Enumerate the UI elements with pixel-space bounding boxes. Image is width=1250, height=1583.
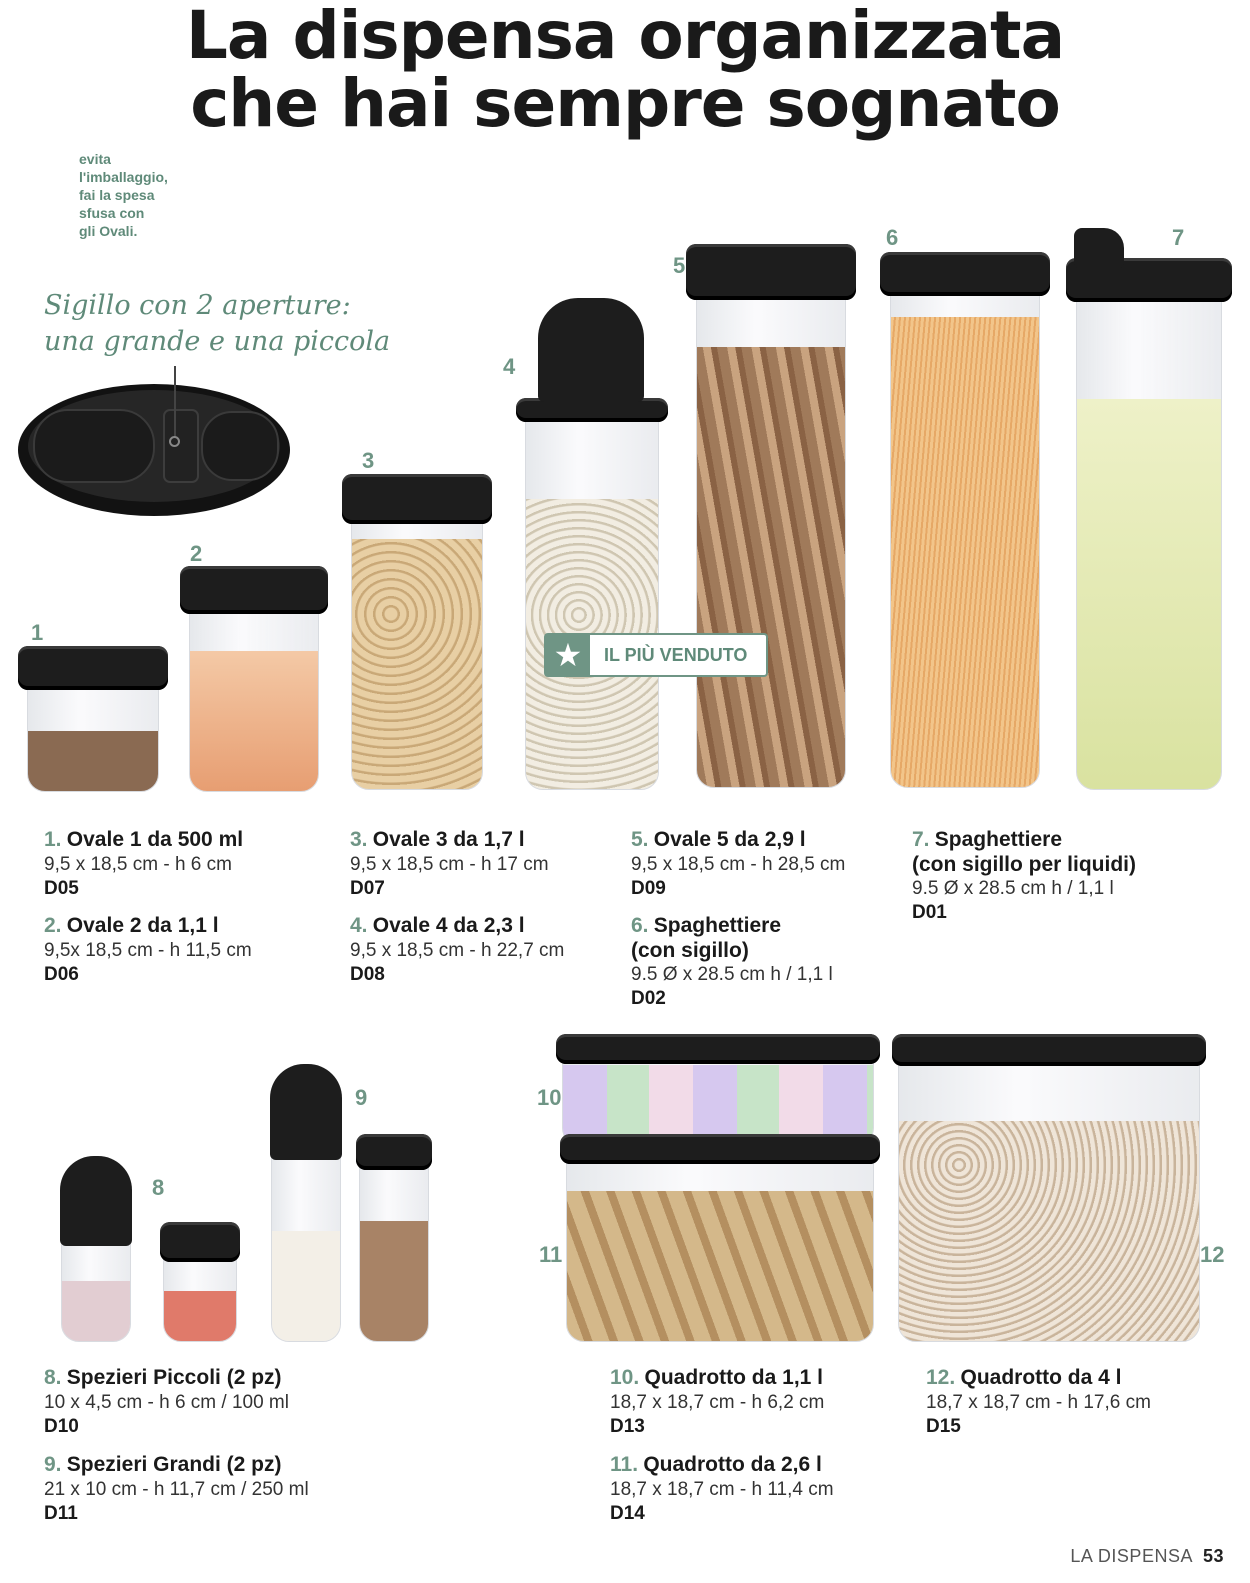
spice-large-image [356, 1134, 432, 1342]
page-title [0, 0, 1250, 142]
section-name: LA DISPENSA [1070, 1546, 1193, 1566]
product-number: 12. [926, 1366, 956, 1389]
eco-note-line: fai la spesa [79, 187, 155, 203]
product-5 [631, 828, 845, 901]
flip-cap-icon [538, 298, 644, 402]
container-quadrotto-3-image [892, 1034, 1206, 1342]
product-number: 7. [912, 828, 930, 851]
product-name-subtitle: (con sigillo) [631, 939, 749, 962]
product-4 [350, 914, 564, 987]
image-number-11: 11 [539, 1242, 563, 1267]
container-ovale-4-image [516, 298, 668, 790]
product-dimensions: 18,7 x 18,7 cm - h 17,6 cm [926, 1392, 1151, 1413]
product-3 [350, 828, 549, 901]
product-dimensions: 10 x 4,5 cm - h 6 cm / 100 ml [44, 1392, 289, 1413]
flip-cap-icon [60, 1156, 132, 1246]
image-number-2: 2 [190, 541, 203, 566]
container-quadrotto-1-image [556, 1034, 880, 1146]
container-quadrotto-2-image [560, 1134, 880, 1342]
product-dimensions: 9,5x 18,5 cm - h 11,5 cm [44, 940, 252, 961]
seal-pointer-dot [169, 436, 180, 447]
image-number-5: 5 [673, 253, 686, 278]
eco-note-line: evita [79, 151, 111, 167]
product-name: Spaghettiere [653, 914, 781, 937]
page-number: 53 [1202, 1546, 1224, 1566]
product-code: D13 [610, 1416, 645, 1437]
product-name: Quadrotto da 4 l [960, 1366, 1122, 1389]
product-number: 5. [631, 828, 649, 851]
star-icon: ★ [546, 635, 590, 675]
seal-caption-line-2: una grande e una piccola [44, 326, 391, 357]
image-number-8: 8 [152, 1175, 165, 1200]
image-number-9: 9 [355, 1085, 368, 1110]
product-12 [926, 1366, 1151, 1439]
image-number-7: 7 [1172, 225, 1185, 250]
product-name: Ovale 3 da 1,7 l [372, 828, 525, 851]
product-number: 1. [44, 828, 62, 851]
product-dimensions: 9,5 x 18,5 cm - h 22,7 cm [350, 940, 565, 961]
product-code: D01 [912, 902, 947, 923]
product-9 [44, 1453, 309, 1526]
image-number-6: 6 [886, 225, 899, 250]
eco-note [79, 150, 209, 240]
bestseller-badge [544, 633, 768, 677]
product-8 [44, 1366, 289, 1439]
product-name: Quadrotto da 2,6 l [643, 1453, 822, 1476]
container-ovale-2-image [180, 566, 328, 792]
seal-pointer-line [174, 366, 176, 440]
product-number: 3. [350, 828, 368, 851]
product-dimensions: 18,7 x 18,7 cm - h 11,4 cm [610, 1479, 834, 1500]
spice-small-image [160, 1222, 240, 1342]
image-number-10: 10 [537, 1085, 562, 1110]
image-number-3: 3 [362, 448, 375, 473]
product-dimensions: 9.5 Ø x 28.5 cm h / 1,1 l [912, 878, 1114, 899]
product-code: D09 [631, 878, 666, 899]
container-spaghettiere-liquidi-image [1066, 228, 1232, 790]
product-code: D08 [350, 964, 385, 985]
product-2 [44, 914, 252, 987]
product-6 [631, 914, 833, 1011]
product-11 [610, 1453, 834, 1526]
title-line-1: La dispensa organizzata [185, 0, 1065, 74]
image-number-1: 1 [31, 620, 44, 645]
container-ovale-3-image [342, 474, 492, 790]
seal-caption-line-1: Sigillo con 2 aperture: [44, 290, 351, 321]
product-number: 9. [44, 1453, 62, 1476]
product-code: D07 [350, 878, 385, 899]
product-number: 6. [631, 914, 649, 937]
flip-cap-icon [270, 1064, 342, 1160]
container-ovale-5-image [686, 244, 856, 788]
product-code: D02 [631, 988, 666, 1009]
product-code: D06 [44, 964, 79, 985]
seal-caption [44, 288, 390, 360]
image-number-4: 4 [503, 354, 516, 379]
product-number: 2. [44, 914, 62, 937]
product-dimensions: 9,5 x 18,5 cm - h 28,5 cm [631, 854, 846, 875]
product-code: D10 [44, 1416, 79, 1437]
product-code: D15 [926, 1416, 961, 1437]
eco-note-line: sfusa con [79, 205, 145, 221]
title-line-2: che hai sempre sognato [190, 65, 1060, 142]
container-ovale-1-image [18, 646, 168, 792]
product-dimensions: 9,5 x 18,5 cm - h 6 cm [44, 854, 232, 875]
image-number-12: 12 [1200, 1242, 1225, 1267]
product-name-subtitle: (con sigillo per liquidi) [912, 853, 1136, 876]
product-number: 11. [610, 1453, 639, 1476]
product-name: Spezieri Grandi (2 pz) [66, 1453, 282, 1476]
spice-large-flip-image [268, 1064, 344, 1342]
product-number: 10. [610, 1366, 640, 1389]
product-dimensions: 21 x 10 cm - h 11,7 cm / 250 ml [44, 1479, 309, 1500]
oval-seal-image [16, 380, 296, 520]
product-dimensions: 9.5 Ø x 28.5 cm h / 1,1 l [631, 964, 833, 985]
product-dimensions: 9,5 x 18,5 cm - h 17 cm [350, 854, 549, 875]
pour-spout-icon [1074, 228, 1124, 268]
product-name: Quadrotto da 1,1 l [644, 1366, 824, 1389]
product-number: 4. [350, 914, 368, 937]
spice-small-flip-image [58, 1156, 134, 1342]
product-name: Ovale 5 da 2,9 l [653, 828, 806, 851]
product-code: D05 [44, 878, 79, 899]
product-name: Ovale 4 da 2,3 l [372, 914, 525, 937]
product-7 [912, 828, 1136, 925]
product-code: D11 [44, 1503, 78, 1524]
eco-note-line: l'imballaggio, [79, 169, 168, 185]
product-name: Ovale 1 da 500 ml [66, 828, 244, 851]
product-1 [44, 828, 243, 901]
product-number: 8. [44, 1366, 62, 1389]
product-10 [610, 1366, 824, 1439]
container-spaghettiere-image [880, 252, 1050, 788]
product-name: Spaghettiere [934, 828, 1062, 851]
page-footer [1070, 1546, 1224, 1567]
product-name: Spezieri Piccoli (2 pz) [66, 1366, 282, 1389]
bestseller-badge-text: IL PIÙ VENDUTO [604, 645, 748, 665]
product-name: Ovale 2 da 1,1 l [66, 914, 219, 937]
product-dimensions: 18,7 x 18,7 cm - h 6,2 cm [610, 1392, 825, 1413]
eco-note-line: gli Ovali. [79, 223, 138, 239]
product-code: D14 [610, 1503, 645, 1524]
